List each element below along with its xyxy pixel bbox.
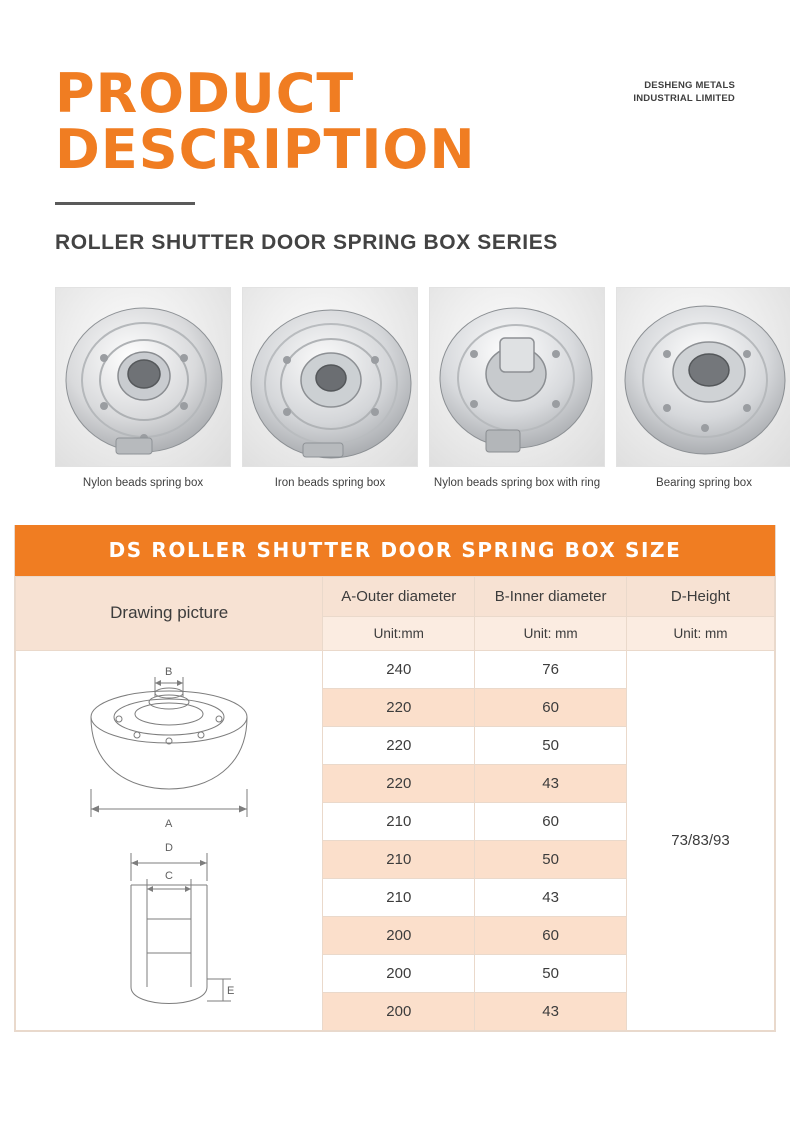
spring-box-nylon-beads-ring-photo xyxy=(429,287,605,467)
spring-box-iron-beads-photo xyxy=(242,287,418,467)
drawing-picture-header xyxy=(16,576,323,650)
cell-outer-diameter: 220 xyxy=(323,764,475,802)
cell-outer-diameter: 200 xyxy=(323,992,475,1030)
cell-inner-diameter: 43 xyxy=(475,878,627,916)
cell-outer-diameter: 200 xyxy=(323,916,475,954)
dimension-drawing xyxy=(16,650,323,1030)
column-header-a: A-Outer diameter xyxy=(323,576,475,616)
drawing-picture-label: Drawing picture xyxy=(110,603,229,623)
cell-outer-diameter: 200 xyxy=(323,954,475,992)
gallery-item xyxy=(429,287,605,489)
cell-outer-diameter: 220 xyxy=(323,688,475,726)
cell-outer-diameter: 240 xyxy=(323,650,475,688)
page-title-line-1: PRODUCT xyxy=(55,62,355,125)
size-table xyxy=(15,576,775,1031)
gallery-caption: Nylon beads spring box with ring xyxy=(433,476,601,489)
cell-outer-diameter: 210 xyxy=(323,840,475,878)
unit-cell-d: Unit: mm xyxy=(626,616,774,650)
gallery-caption: Nylon beads spring box xyxy=(82,476,204,489)
cell-inner-diameter: 60 xyxy=(475,688,627,726)
dim-label-b: B xyxy=(165,666,173,679)
gallery-item xyxy=(55,287,231,489)
size-table-section xyxy=(14,525,776,1032)
unit-cell-a: Unit:mm xyxy=(323,616,475,650)
cell-inner-diameter: 43 xyxy=(475,992,627,1030)
column-header-d: D-Height xyxy=(626,576,774,616)
cell-outer-diameter: 210 xyxy=(323,802,475,840)
cell-outer-diameter: 220 xyxy=(323,726,475,764)
gallery-caption: Iron beads spring box xyxy=(274,476,386,489)
cell-height: 73/83/93 xyxy=(626,650,774,1030)
dim-label-d: D xyxy=(165,842,174,855)
table-header-row xyxy=(16,576,775,616)
cell-inner-diameter: 60 xyxy=(475,916,627,954)
spring-box-bearing-photo xyxy=(616,287,790,467)
gallery-item xyxy=(242,287,418,489)
page-title-line-2: DESCRIPTION xyxy=(55,117,476,181)
cell-inner-diameter: 50 xyxy=(475,840,627,878)
page-subtitle: ROLLER SHUTTER DOOR SPRING BOX SERIES xyxy=(55,230,558,254)
spring-box-nylon-beads-photo xyxy=(55,287,231,467)
dim-label-a: A xyxy=(165,818,173,831)
cell-inner-diameter: 43 xyxy=(475,764,627,802)
product-gallery xyxy=(55,287,752,489)
gallery-item xyxy=(616,287,790,489)
cell-inner-diameter: 50 xyxy=(475,954,627,992)
unit-cell-b: Unit: mm xyxy=(475,616,627,650)
dim-label-e: E xyxy=(227,985,235,998)
page-header xyxy=(0,0,790,255)
brand-line-1: DESHENG METALS xyxy=(644,80,735,91)
cell-inner-diameter: 60 xyxy=(475,802,627,840)
gallery-caption: Bearing spring box xyxy=(656,476,752,489)
column-header-b: B-Inner diameter xyxy=(475,576,627,616)
title-divider xyxy=(55,202,195,205)
company-brand xyxy=(633,80,735,106)
cell-inner-diameter: 50 xyxy=(475,726,627,764)
cell-outer-diameter: 210 xyxy=(323,878,475,916)
size-table-title: DS ROLLER SHUTTER DOOR SPRING BOX SIZE xyxy=(15,525,775,576)
table-row xyxy=(16,650,775,688)
dim-label-c: C xyxy=(165,870,174,883)
brand-line-2: INDUSTRIAL LIMITED xyxy=(633,92,735,104)
cell-inner-diameter: 76 xyxy=(475,650,627,688)
